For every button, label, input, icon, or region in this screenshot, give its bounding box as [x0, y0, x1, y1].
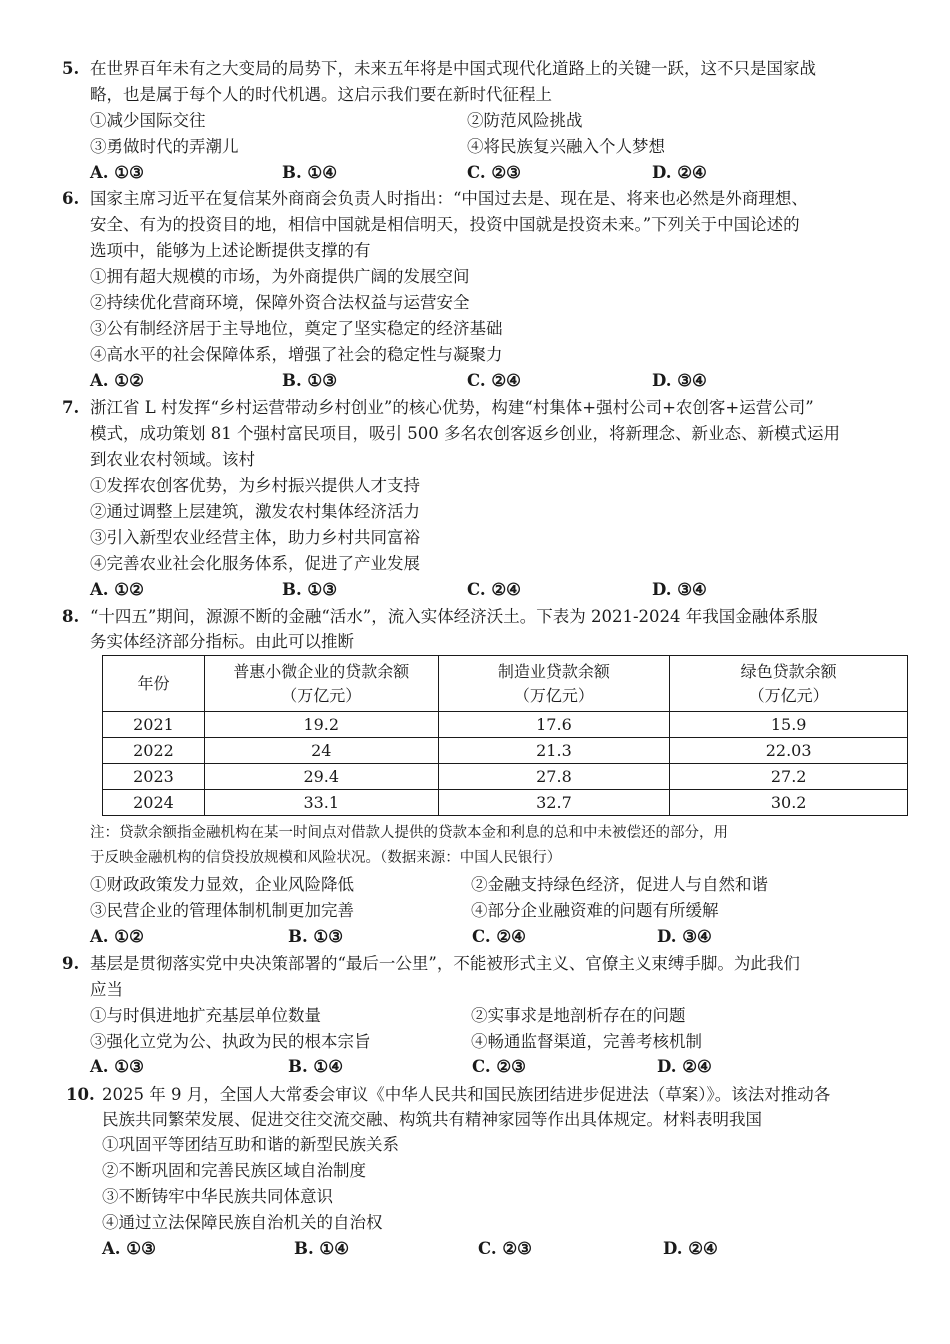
- header-year: 年份: [103, 656, 205, 712]
- q8-choice-d: D. ③④: [657, 927, 712, 946]
- table-cell: 2024: [103, 790, 205, 816]
- q10-choice-d: D. ②④: [663, 1239, 718, 1258]
- q5-item-1: ①减少国际交往: [90, 111, 206, 130]
- q10-item-4: ④通过立法保障民族自治机关的自治权: [102, 1213, 383, 1232]
- q9-choice-d: D. ②④: [657, 1057, 712, 1076]
- q8-choice-c: C. ②④: [472, 927, 526, 946]
- table-cell: 30.2: [670, 790, 908, 816]
- table-cell: 19.2: [204, 712, 438, 738]
- table-cell: 2022: [103, 738, 205, 764]
- q10-item-3: ③不断铸牢中华民族共同体意识: [102, 1187, 333, 1206]
- q7-item-3: ③引入新型农业经营主体，助力乡村共同富裕: [90, 528, 420, 547]
- q10-stem-line1: 2025 年 9 月，全国人大常委会审议《中华人民共和国民族团结进步促进法（草案）》。该法对推动各: [102, 1085, 831, 1104]
- q10-number: 10.: [66, 1085, 95, 1104]
- q7-choice-d: D. ③④: [652, 580, 707, 599]
- table-cell: 29.4: [204, 764, 438, 790]
- table-cell: 2021: [103, 712, 205, 738]
- q10-choice-c: C. ②③: [478, 1239, 532, 1258]
- q7-stem-line1: 浙江省 L 村发挥“乡村运营带动乡村创业”的核心优势，构建“村集体+强村公司+农创客+运营公司”: [90, 398, 814, 417]
- table-cell: 21.3: [438, 738, 670, 764]
- table-cell: 22.03: [670, 738, 908, 764]
- q9-item-1: ①与时俱进地扩充基层单位数量: [90, 1006, 321, 1025]
- q7-stem-line3: 到农业农村领域。该村: [90, 450, 255, 469]
- header-inclusive-sme-loans: 普惠小微企业的贷款余额 （万亿元）: [204, 656, 438, 712]
- header-green-loans: 绿色贷款余额 （万亿元）: [670, 656, 908, 712]
- q5-choice-c: C. ②③: [467, 163, 521, 182]
- q9-number: 9.: [62, 954, 80, 973]
- q9-choice-c: C. ②③: [472, 1057, 526, 1076]
- q6-stem-line1: 国家主席习近平在复信某外商商会负责人时指出：“中国过去是、现在是、将来也必然是外商理想、: [90, 189, 808, 208]
- q8-item-2: ②金融支持绿色经济，促进人与自然和谐: [471, 875, 768, 894]
- table-cell: 27.8: [438, 764, 670, 790]
- q7-item-1: ①发挥农创客优势，为乡村振兴提供人才支持: [90, 476, 420, 495]
- q9-item-2: ②实事求是地剖析存在的问题: [471, 1006, 686, 1025]
- q9-item-4: ④畅通监督渠道，完善考核机制: [471, 1032, 702, 1051]
- q6-choice-d: D. ③④: [652, 371, 707, 390]
- table-cell: 24: [204, 738, 438, 764]
- q5-stem-line1: 在世界百年未有之大变局的局势下，未来五年将是中国式现代化道路上的关键一跃，这不只是国家战: [90, 59, 816, 78]
- q6-choice-a: A. ①②: [90, 371, 144, 390]
- q8-stem-line2: 务实体经济部分指标。由此可以推断: [90, 632, 354, 651]
- q7-choice-c: C. ②④: [467, 580, 521, 599]
- q5-number: 5.: [62, 59, 80, 78]
- table-row: [103, 764, 908, 790]
- header-manufacturing-loans: 制造业贷款余额 （万亿元）: [438, 656, 670, 712]
- q8-stem-line1: “十四五”期间，源源不断的金融“活水”，流入实体经济沃土。下表为 2021-2024 年我国金融体系服: [90, 607, 818, 626]
- q7-stem-line2: 模式，成功策划 81 个强村富民项目，吸引 500 多名农创客返乡创业，将新理念、新业态、新模式运用: [90, 424, 840, 443]
- q5-item-3: ③勇做时代的弄潮儿: [90, 137, 239, 156]
- q8-choice-b: B. ①③: [288, 927, 344, 946]
- q8-number: 8.: [62, 607, 80, 626]
- q8-note-line1: 注：贷款余额指金融机构在某一时间点对借款人提供的贷款本金和利息的总和中未被偿还的部分，用: [90, 825, 728, 841]
- table-row: [103, 790, 908, 816]
- table-row: [103, 738, 908, 764]
- q9-item-3: ③强化立党为公、执政为民的根本宗旨: [90, 1032, 371, 1051]
- q8-item-3: ③民营企业的管理体制机制更加完善: [90, 901, 354, 920]
- table-cell: 27.2: [670, 764, 908, 790]
- q7-item-4: ④完善农业社会化服务体系，促进了产业发展: [90, 554, 420, 573]
- table-cell: 33.1: [204, 790, 438, 816]
- q8-note-line2: 于反映金融机构的信贷投放规模和风险状况。（数据来源：中国人民银行）: [90, 850, 562, 866]
- q7-choice-b: B. ①③: [282, 580, 338, 599]
- q6-item-4: ④高水平的社会保障体系，增强了社会的稳定性与凝聚力: [90, 345, 503, 364]
- q6-stem-line3: 选项中，能够为上述论断提供支撑的有: [90, 241, 371, 260]
- q5-stem-line2: 略，也是属于每个人的时代机遇。这启示我们要在新时代征程上: [90, 85, 552, 104]
- q6-item-2: ②持续优化营商环境，保障外资合法权益与运营安全: [90, 293, 470, 312]
- q5-item-2: ②防范风险挑战: [467, 111, 583, 130]
- table-row: [103, 712, 908, 738]
- q5-choice-b: B. ①④: [282, 163, 338, 182]
- q5-choice-a: A. ①③: [90, 163, 144, 182]
- q8-item-4: ④部分企业融资难的问题有所缓解: [471, 901, 719, 920]
- q9-choice-b: B. ①④: [288, 1057, 344, 1076]
- q10-item-2: ②不断巩固和完善民族区域自治制度: [102, 1161, 366, 1180]
- table-cell: 32.7: [438, 790, 670, 816]
- q8-choice-a: A. ①②: [90, 927, 144, 946]
- q6-stem-line2: 安全、有为的投资目的地，相信中国就是相信明天，投资中国就是投资未来。”下列关于中国论述的: [90, 215, 800, 234]
- table-header-row: [103, 656, 908, 712]
- table-cell: 17.6: [438, 712, 670, 738]
- q7-number: 7.: [62, 398, 80, 417]
- q6-number: 6.: [62, 189, 80, 208]
- q6-item-1: ①拥有超大规模的市场，为外商提供广阔的发展空间: [90, 267, 470, 286]
- q10-stem-line2: 民族共同繁荣发展、促进交往交流交融、构筑共有精神家园等作出具体规定。材料表明我国: [102, 1110, 762, 1129]
- table-cell: 15.9: [670, 712, 908, 738]
- loan-balance-table: [102, 655, 908, 816]
- q5-item-4: ④将民族复兴融入个人梦想: [467, 137, 665, 156]
- q9-stem-line1: 基层是贯彻落实党中央决策部署的“最后一公里”，不能被形式主义、官僚主义束缚手脚。为此我们: [90, 954, 800, 973]
- q9-stem-line2: 应当: [90, 980, 123, 999]
- q6-choice-c: C. ②④: [467, 371, 521, 390]
- q10-item-1: ①巩固平等团结互助和谐的新型民族关系: [102, 1135, 399, 1154]
- q7-item-2: ②通过调整上层建筑，激发农村集体经济活力: [90, 502, 420, 521]
- q10-choice-a: A. ①③: [102, 1239, 156, 1258]
- table-cell: 2023: [103, 764, 205, 790]
- q6-choice-b: B. ①③: [282, 371, 338, 390]
- q6-item-3: ③公有制经济居于主导地位，奠定了坚实稳定的经济基础: [90, 319, 503, 338]
- q7-choice-a: A. ①②: [90, 580, 144, 599]
- q5-choice-d: D. ②④: [652, 163, 707, 182]
- q8-item-1: ①财政政策发力显效，企业风险降低: [90, 875, 354, 894]
- q10-choice-b: B. ①④: [294, 1239, 350, 1258]
- q9-choice-a: A. ①③: [90, 1057, 144, 1076]
